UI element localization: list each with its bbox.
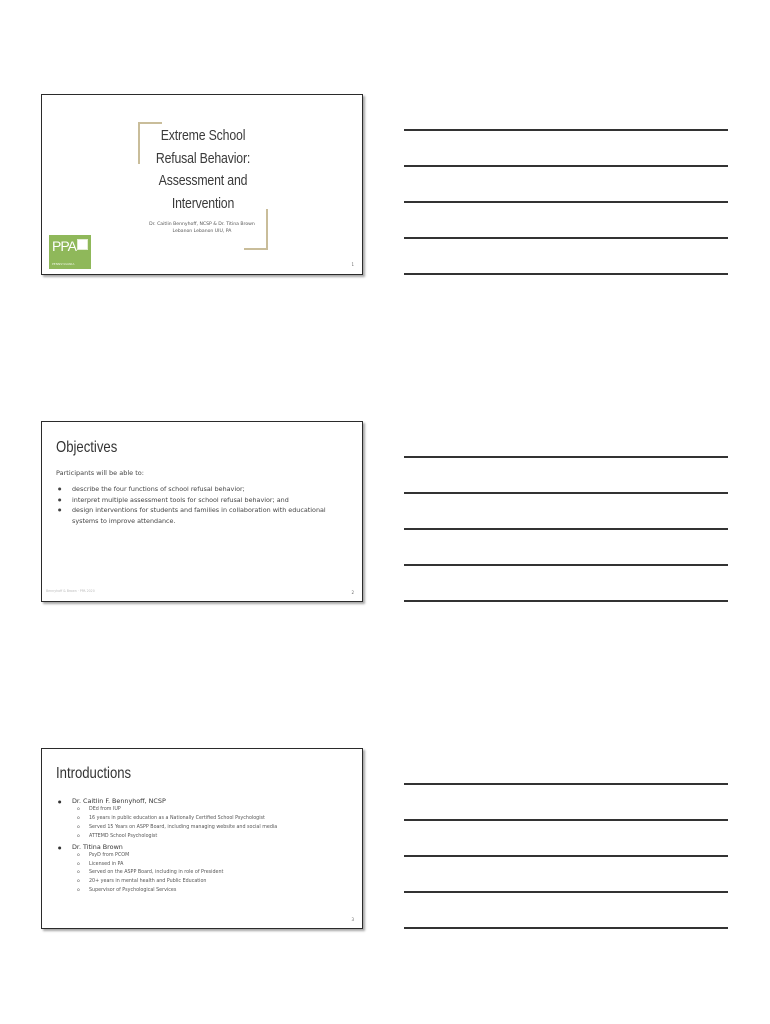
detail-item: o Licensed in PA (56, 861, 346, 870)
note-line (404, 891, 728, 893)
list-item: ● describe the four functions of school refusal behavior; (56, 484, 346, 495)
note-line (404, 237, 728, 239)
page-number: 3 (351, 917, 354, 922)
note-line (404, 129, 728, 131)
slide-3-title: Introductions (56, 765, 132, 782)
detail-item: o Served 15 Years on ASPP Board, including managing website and social media (56, 824, 346, 833)
note-line (404, 600, 728, 602)
slide-1 (41, 94, 363, 275)
slide-3 (41, 748, 363, 929)
objectives-intro: Participants will be able to: (56, 469, 144, 477)
title-line: Assessment and (158, 172, 248, 189)
detail-item: o PsyD from PCOM (56, 852, 346, 861)
note-line (404, 456, 728, 458)
detail-item: o Served on the ASPP Board, including in role of President (56, 869, 346, 878)
logo-text: PPA (52, 238, 76, 254)
objectives-list (56, 484, 346, 526)
title-line: Intervention (171, 194, 235, 212)
page-number: 1 (351, 262, 354, 267)
ppa-logo (49, 235, 91, 269)
note-line (404, 201, 728, 203)
detail-item: o 16 years in public education as a Nationally Certified School Psychologist (56, 815, 346, 824)
introductions-list (56, 796, 346, 896)
person-item: ● Dr. Titina Brown (56, 843, 346, 852)
affiliation-text: Lebanon Lebanon UIU, PA (172, 229, 232, 234)
note-line (404, 819, 728, 821)
list-item: ● interpret multiple assessment tools for school refusal behavior; and (56, 495, 346, 506)
note-line (404, 927, 728, 929)
list-item: ● design interventions for students and families in collaboration with educational systems to improve attendance. (56, 505, 346, 526)
title-line: Refusal Behavior: (155, 149, 251, 167)
note-line (404, 783, 728, 785)
logo-subtext: PENNSYLVANIA (52, 262, 75, 266)
slide-footer: Bennyhoff & Brown · PPA 2020 (46, 589, 95, 593)
detail-item: o DEd from IUP (56, 806, 346, 815)
slide-2-title: Objectives (56, 439, 118, 456)
note-line (404, 564, 728, 566)
authors-text: Dr. Caitlin Bennyhoff, NCSP & Dr. Titina Brown (149, 222, 255, 227)
logo-mark-icon (77, 239, 88, 250)
title-line: Extreme School (160, 127, 246, 144)
note-line (404, 855, 728, 857)
detail-item: o 20+ years in mental health and Public Education (56, 878, 346, 887)
slide-1-title (150, 125, 257, 215)
person-item: ● Dr. Caitlin F. Bennyhoff, NCSP (56, 797, 346, 806)
detail-item: o ATTEMD School Psychologist (56, 833, 346, 842)
note-line (404, 165, 728, 167)
page-number: 2 (351, 590, 354, 595)
slide-2 (41, 421, 363, 602)
note-line (404, 492, 728, 494)
note-line (404, 273, 728, 275)
detail-item: o Supervisor of Psychological Services (56, 887, 346, 896)
note-line (404, 528, 728, 530)
